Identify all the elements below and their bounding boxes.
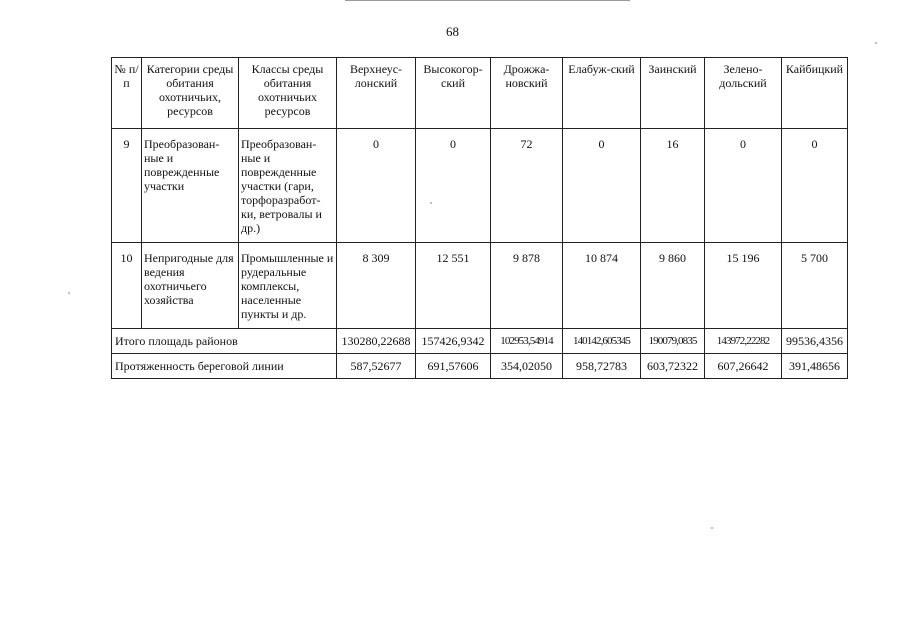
scan-speck <box>430 202 432 204</box>
summary-value: 143972,22282 <box>705 329 782 354</box>
summary-label: Протяженность береговой линии <box>112 354 337 379</box>
row-value: 0 <box>563 129 641 243</box>
summary-value: 140142,605345 <box>563 329 641 354</box>
scan-speck <box>875 42 877 44</box>
row-value: 0 <box>705 129 782 243</box>
row-value: 9 860 <box>641 243 705 329</box>
table-row <box>112 129 848 243</box>
header-district-drozhzhanovsky: Дрожжа-новский <box>491 58 563 129</box>
header-district-verkhneuslonsky: Верхнеус-лонский <box>337 58 416 129</box>
scan-speck <box>711 527 713 529</box>
header-number: № п/п <box>112 58 142 129</box>
row-value: 0 <box>416 129 491 243</box>
row-value: 9 878 <box>491 243 563 329</box>
summary-value: 130280,22688 <box>337 329 416 354</box>
row-value: 0 <box>337 129 416 243</box>
summary-label: Итого площадь районов <box>112 329 337 354</box>
page-number: 68 <box>446 24 459 39</box>
summary-value: 691,57606 <box>416 354 491 379</box>
summary-value: 958,72783 <box>563 354 641 379</box>
summary-row-shoreline-length <box>112 354 848 379</box>
summary-value: 157426,9342 <box>416 329 491 354</box>
table-row <box>112 243 848 329</box>
row-class: Промышленные и рудеральные комплексы, населенные пункты и др. <box>239 243 337 329</box>
row-class: Преобразован-ные и поврежденные участки (гари, торфоразработ-ки, ветровалы и др.) <box>239 129 337 243</box>
header-district-zelenodolsky: Зелено-дольский <box>705 58 782 129</box>
summary-value: 102953,54914 <box>491 329 563 354</box>
scan-speck <box>68 292 70 294</box>
summary-row-total-area <box>112 329 848 354</box>
header-district-elabuzhsky: Елабуж-ский <box>563 58 641 129</box>
summary-value: 354,02050 <box>491 354 563 379</box>
summary-value: 99536,4356 <box>782 329 848 354</box>
row-value: 12 551 <box>416 243 491 329</box>
summary-value: 603,72322 <box>641 354 705 379</box>
row-number: 10 <box>112 243 142 329</box>
row-value: 16 <box>641 129 705 243</box>
table-header-row <box>112 58 848 129</box>
row-value: 8 309 <box>337 243 416 329</box>
header-district-zainsky: Заинский <box>641 58 705 129</box>
row-value: 72 <box>491 129 563 243</box>
row-category: Непригодные для ведения охотничьего хозяйства <box>142 243 239 329</box>
habitat-table <box>111 57 848 379</box>
row-value: 5 700 <box>782 243 848 329</box>
top-border-line <box>345 0 630 1</box>
row-value: 0 <box>782 129 848 243</box>
summary-value: 607,26642 <box>705 354 782 379</box>
header-district-kaybitsky: Кайбицкий <box>782 58 848 129</box>
row-value: 15 196 <box>705 243 782 329</box>
summary-value: 587,52677 <box>337 354 416 379</box>
summary-value: 190079,0835 <box>641 329 705 354</box>
row-number: 9 <box>112 129 142 243</box>
row-category: Преобразован-ные и поврежденные участки <box>142 129 239 243</box>
row-value: 10 874 <box>563 243 641 329</box>
header-category: Категории среды обитания охотничьих, ресурсов <box>142 58 239 129</box>
summary-value: 391,48656 <box>782 354 848 379</box>
header-class: Классы среды обитания охотничьих ресурсов <box>239 58 337 129</box>
header-district-vysokogorsky: Высокогор-ский <box>416 58 491 129</box>
